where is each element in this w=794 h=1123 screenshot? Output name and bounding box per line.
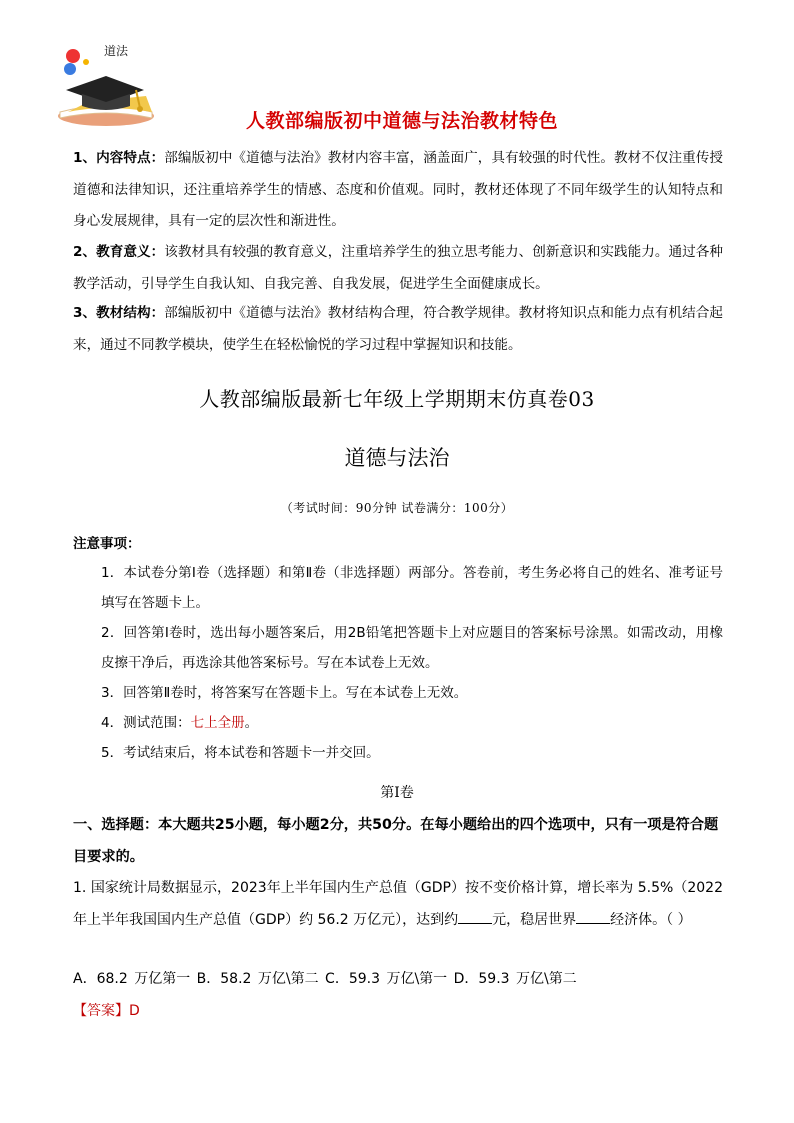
notice-item-3: 3．回答第Ⅱ卷时，将答案写在答题卡上。写在本试卷上无效。: [101, 685, 468, 701]
test-scope: 七上全册: [190, 715, 245, 731]
exam-title: 人教部编版最新七年级上学期期末仿真卷03: [199, 387, 595, 411]
question-1-text-c: 经济体。（ ）: [610, 912, 692, 928]
notice-item-4-suffix: 。: [244, 715, 259, 731]
feature-3-text: 部编版初中《道德与法治》教材结构合理，符合教学规律。教材将知识点和能力点有机结合起来，通过不同教学模块，使学生在轻松愉悦的学习过程中掌握知识和技能。: [73, 305, 723, 353]
feature-3-head: 3、教材结构：: [73, 305, 165, 321]
notice-item-2: 2．回答第Ⅰ卷时，选出每小题答案后，用2B铅笔把答题卡上对应题目的答案标号涂黑。如需改动，用橡皮擦干净后，再选涂其他答案标号。写在本试卷上无效。: [101, 625, 723, 671]
feature-1-head: 1、内容特点：: [73, 150, 165, 166]
feature-1: [73, 143, 723, 238]
question-1-answer: 【答案】D: [73, 1003, 140, 1019]
feature-3: [73, 298, 723, 361]
notice-item-5: 5．考试结束后，将本试卷和答题卡一并交回。: [101, 745, 380, 761]
feature-1-text: 部编版初中《道德与法治》教材内容丰富，涵盖面广，具有较强的时代性。教材不仅注重传授道德和法律知识，还注重培养学生的情感、态度和价值观。同时，教材还体现了不同年级学生的认知特点和身心发展规律，具有一定的层次性和渐进性。: [73, 150, 723, 229]
exam-info: （考试时间：90分钟 试卷满分：100分）: [280, 501, 514, 515]
question-1: [73, 872, 723, 936]
notice-item-4: [73, 708, 723, 738]
notice-heading: 注意事项：: [73, 536, 141, 552]
notice-list: [73, 558, 723, 768]
notice-item-4-prefix: 4．测试范围：: [101, 715, 191, 731]
feature-2-text: 该教材具有较强的教育意义，注重培养学生的独立思考能力、创新意识和实践能力。通过各种教学活动，引导学生自我认知、自我完善、自我发展，促进学生全面健康成长。: [73, 244, 723, 292]
answer-blank-2: [576, 911, 610, 924]
feature-2: [73, 237, 723, 300]
section-heading: 一、选择题：本大题共25小题，每小题2分，共50分。在每小题给出的四个选项中，只有一项是符合题目要求的。: [73, 817, 719, 865]
feature-2-head: 2、教育意义：: [73, 244, 165, 260]
banner-title: 人教部编版初中道德与法治教材特色: [245, 110, 558, 132]
subject-title: 道德与法治: [344, 446, 450, 470]
question-1-options: A．68.2 万亿第一 B．58.2 万亿\第二 C．59.3 万亿\第一 D．59.3 万亿\第二: [73, 971, 577, 987]
question-1-text-a: 1. 国家统计局数据显示，2023年上半年国内生产总值（GDP）按不变价格计算，增长率为 5.5%（2022年上半年我国国内生产总值（GDP）约 56.2 万亿元），达到约: [73, 880, 723, 928]
notice-item-1: 1．本试卷分第Ⅰ卷（选择题）和第Ⅱ卷（非选择题）两部分。答卷前，考生务必将自己的姓名、准考证号填写在答题卡上。: [101, 565, 723, 611]
volume-heading: 第Ⅰ卷: [380, 785, 414, 801]
logo-label: 道法: [104, 44, 129, 58]
answer-blank-1: [458, 911, 492, 924]
question-1-text-b: 元，稳居世界: [492, 912, 577, 928]
